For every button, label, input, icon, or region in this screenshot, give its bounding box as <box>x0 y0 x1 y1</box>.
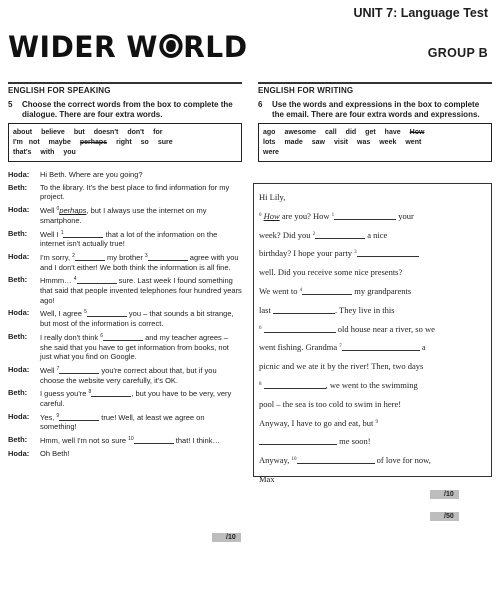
word: visit <box>333 139 348 146</box>
unit-title: UNIT 7: Language Test <box>353 6 488 20</box>
word: was <box>357 139 371 146</box>
email-blank-10[interactable] <box>297 456 375 464</box>
answer-blank-5[interactable] <box>87 309 127 317</box>
email-line: $^0$ How are you? How $^1$ your <box>259 210 414 221</box>
dialogue-line: Hoda: Oh Beth! <box>8 448 70 458</box>
dialogue-line: Hoda: Well, I agree $^5$ you – that sounds a bit strange, but most of the information is correct. <box>8 308 234 329</box>
word: but <box>73 129 85 136</box>
dialogue-line: Beth: I guess you're $^8$ , but you have to be very, very careful. <box>8 388 232 409</box>
email-blank-7[interactable] <box>342 343 420 351</box>
word: lots <box>263 139 276 146</box>
speaking-score: /10 <box>212 533 241 542</box>
email-line: birthday? I hope your party $^3$ <box>259 244 486 263</box>
email-greeting: Hi Lily, <box>259 192 286 202</box>
dialogue-line: Hoda: I'm sorry, $^2$ my brother $^3$ agree with you and I don't either! We both think the information is all fine. <box>8 251 239 272</box>
answer-blank-10[interactable] <box>134 436 174 444</box>
email-blank-3[interactable] <box>357 249 419 257</box>
example-answer: perhaps <box>59 206 87 216</box>
email-line: $^6$ old house near a river, so we <box>259 323 435 334</box>
word: you <box>63 149 76 156</box>
word: so <box>140 139 149 146</box>
answer-blank-8[interactable] <box>91 389 131 397</box>
dialogue-line: Beth: Hmmm… $^4$ sure. Last week I found something that said that people invented telephones four hundred years ago! <box>8 275 242 305</box>
word: get <box>365 129 376 136</box>
answer-blank-7[interactable] <box>59 366 99 374</box>
email-signoff: Max <box>259 473 275 484</box>
speaking-instruction: 5 Choose the correct words from the box to complete the dialogue. There are four extra words. <box>8 100 233 119</box>
word: week <box>379 139 397 146</box>
speaking-section <box>8 82 242 162</box>
word: about <box>13 129 33 136</box>
dialogue-line: Hoda: Well $^0$perhaps, but I always use the internet on my smartphone. <box>8 205 207 225</box>
dialogue-line: Hoda: Well $^7$ you're correct about that, but if you choose the website very carefully, it's OK. <box>8 364 217 385</box>
answer-blank-4[interactable] <box>77 276 117 284</box>
email-line: well. Did you receive some nice presents? <box>259 267 403 278</box>
dialogue-line: Hoda: Hi Beth. Where are you going? <box>8 170 143 179</box>
email-line: went fishing. Grandma $^7$ a <box>259 342 426 353</box>
word: sure <box>157 139 173 146</box>
writing-heading: ENGLISH FOR WRITING <box>258 82 492 95</box>
answer-blank-6[interactable] <box>103 333 143 341</box>
email-line: picnic and we ate it by the river! Then, two days <box>259 361 424 372</box>
writing-score: /10 <box>430 490 459 499</box>
word: doesn't <box>93 129 119 136</box>
email-box <box>253 183 492 484</box>
word: right <box>116 139 132 146</box>
writing-word-box <box>258 123 492 162</box>
answer-blank-1[interactable] <box>63 230 103 238</box>
answer-blank-9[interactable] <box>59 413 99 421</box>
word: with <box>40 149 55 156</box>
word: maybe <box>48 139 71 146</box>
dialogue-line: Beth: Well I $^1$ that a lot of the information on the internet isn't actually true! <box>8 228 218 249</box>
email-line: $^8$ , we went to the swimming <box>259 379 418 390</box>
word-struck-example: How <box>409 129 425 136</box>
email-line: me soon! <box>259 432 486 451</box>
writing-section <box>258 82 492 162</box>
word: made <box>284 139 303 146</box>
email-blank-9[interactable] <box>259 437 337 445</box>
email-blank-6[interactable] <box>264 325 336 333</box>
email-blank-5[interactable] <box>273 306 335 314</box>
word: ago <box>263 129 276 136</box>
word: awesome <box>284 129 316 136</box>
email-blank-1[interactable] <box>334 212 396 220</box>
word: don't <box>127 129 145 136</box>
email-line: last . They live in this <box>259 304 395 315</box>
group-label: GROUP B <box>427 46 488 60</box>
word: call <box>324 129 337 136</box>
answer-blank-2[interactable] <box>75 253 105 261</box>
word: believe <box>41 129 65 136</box>
dialogue-line: Hoda: Yes, $^9$ true! Well, at least we agree on something! <box>8 411 205 432</box>
wider-world-logo: WIDER W RLD <box>8 30 248 64</box>
email-line: Anyway, I have to go and eat, but $^9$ <box>259 417 379 428</box>
word: were <box>263 149 279 156</box>
word: that's <box>13 149 32 156</box>
globe-icon <box>159 34 182 58</box>
dialogue <box>8 170 242 462</box>
word: saw <box>311 139 325 146</box>
speaking-heading: ENGLISH FOR SPEAKING <box>8 82 242 95</box>
word: did <box>345 129 357 136</box>
email-line: pool – the sea is too cold to swim in here! <box>259 398 402 409</box>
email-blank-8[interactable] <box>264 381 326 389</box>
speaking-word-box <box>8 123 242 162</box>
email-line: Anyway, $^{10}$ of love for now, <box>259 455 431 466</box>
writing-instruction: 6 Use the words and expressions in the box to complete the email. There are four extra words and expressions. <box>258 100 480 119</box>
email-blank-4[interactable] <box>302 287 352 295</box>
answer-blank-3[interactable] <box>148 253 188 261</box>
email-blank-2[interactable] <box>315 231 365 239</box>
word-struck-example: perhaps <box>79 139 108 146</box>
dialogue-line: Beth: To the library. It's the best place to find information for my project. <box>8 182 230 202</box>
total-score: /50 <box>430 512 459 521</box>
word: I'm not <box>13 139 40 146</box>
example-answer: How <box>263 210 280 221</box>
dialogue-line: Beth: Hmm, well I'm not so sure $^{10}$ that! I think… <box>8 435 220 446</box>
email-line: week? Did you $^2$ a nice <box>259 229 388 240</box>
word: have <box>384 129 401 136</box>
email-line: We went to $^4$ my grandparents <box>259 285 412 296</box>
word: for <box>153 129 163 136</box>
dialogue-line: Beth: I really don't think $^6$ and my teacher agrees – she said that you have to get information from books, not just what you find on Google. <box>8 331 229 362</box>
word: went <box>405 139 422 146</box>
